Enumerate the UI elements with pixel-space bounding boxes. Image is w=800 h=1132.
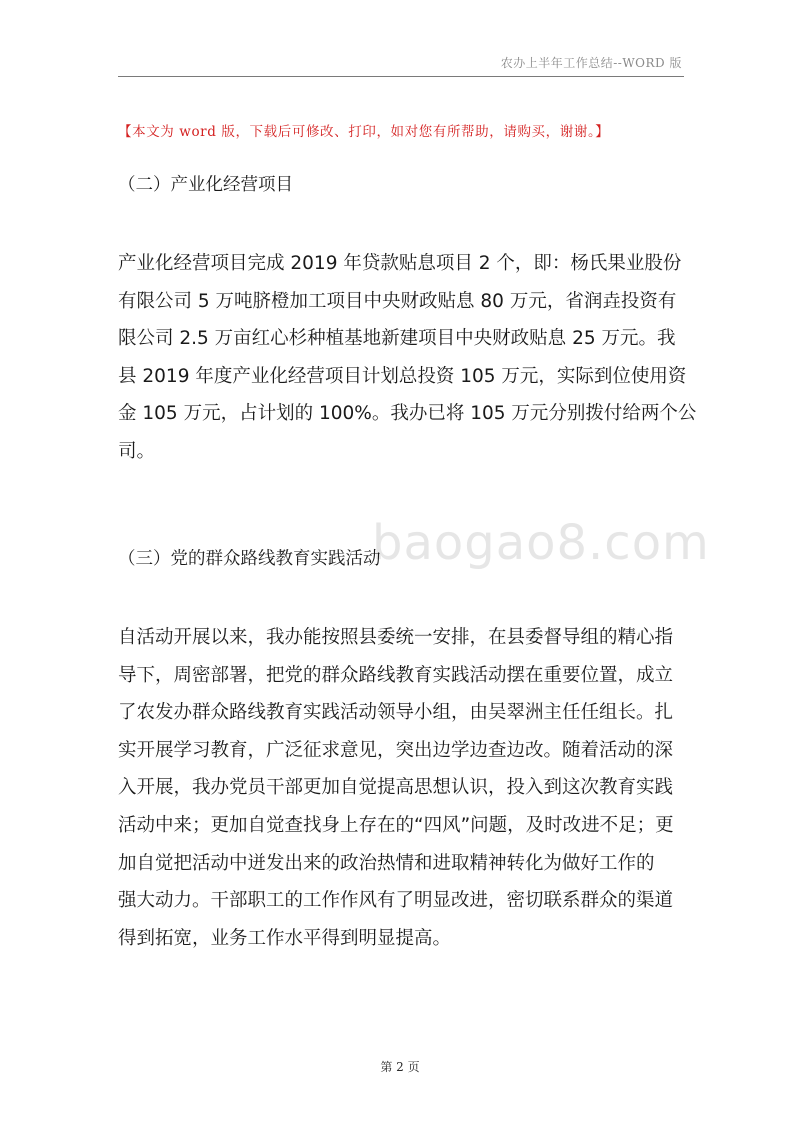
paragraph-line: 司。	[118, 440, 156, 462]
section-three-paragraph	[118, 619, 684, 957]
paragraph-line: 自活动开展以来，我办能按照县委统一安排，在县委督导组的精心指	[118, 627, 674, 648]
paragraph-line: 金 105 万元，占计划的 100%。我办已将 105 万元分别拨付给两个公	[118, 403, 697, 425]
section-two-paragraph	[118, 245, 697, 471]
paragraph-line: 强大动力。干部职工的工作作风有了明显改进，密切联系群众的渠道	[118, 890, 674, 912]
paragraph-line: 导下，周密部署，把党的群众路线教育实践活动摆在重要位置，成立	[118, 664, 674, 686]
purchase-notice: 【本文为 word 版，下载后可修改、打印，如对您有所帮助，请购买，谢谢。】	[118, 124, 610, 140]
section-three-heading: （三）党的群众路线教育实践活动	[118, 549, 381, 569]
paragraph-line: 县 2019 年度产业化经营项目计划总投资 105 万元，实际到位使用资	[118, 365, 687, 387]
page-number: 第 2 页	[380, 1060, 420, 1074]
paragraph-line: 活动中来；更加自觉查找身上存在的“四风”问题，及时改进不足；更	[118, 814, 674, 836]
page-header-title: 农办上半年工作总结--WORD 版	[500, 56, 682, 70]
paragraph-line: 产业化经营项目完成 2019 年贷款贴息项目 2 个，即：杨氏果业股份	[118, 253, 682, 274]
paragraph-line: 入开展，我办党员干部更加自觉提高思想认识，投入到这次教育实践	[118, 777, 674, 799]
section-two-heading: （二）产业化经营项目	[118, 175, 293, 195]
paragraph-line: 有限公司 5 万吨脐橙加工项目中央财政贴息 80 万元，省润垚投资有	[118, 290, 677, 312]
paragraph-line: 加自觉把活动中迸发出来的政治热情和进取精神转化为做好工作的	[118, 852, 655, 874]
site-watermark: baogao8.com	[372, 515, 710, 571]
paragraph-line: 了农发办群众路线教育实践活动领导小组，由吴翠洲主任任组长。扎	[118, 702, 674, 724]
paragraph-line: 得到拓宽，业务工作水平得到明显提高。	[118, 927, 452, 949]
header-divider	[118, 76, 684, 77]
paragraph-line: 实开展学习教育，广泛征求意见，突出边学边查边改。随着活动的深	[118, 739, 674, 761]
paragraph-line: 限公司 2.5 万亩红心杉种植基地新建项目中央财政贴息 25 万元。我	[118, 328, 676, 350]
